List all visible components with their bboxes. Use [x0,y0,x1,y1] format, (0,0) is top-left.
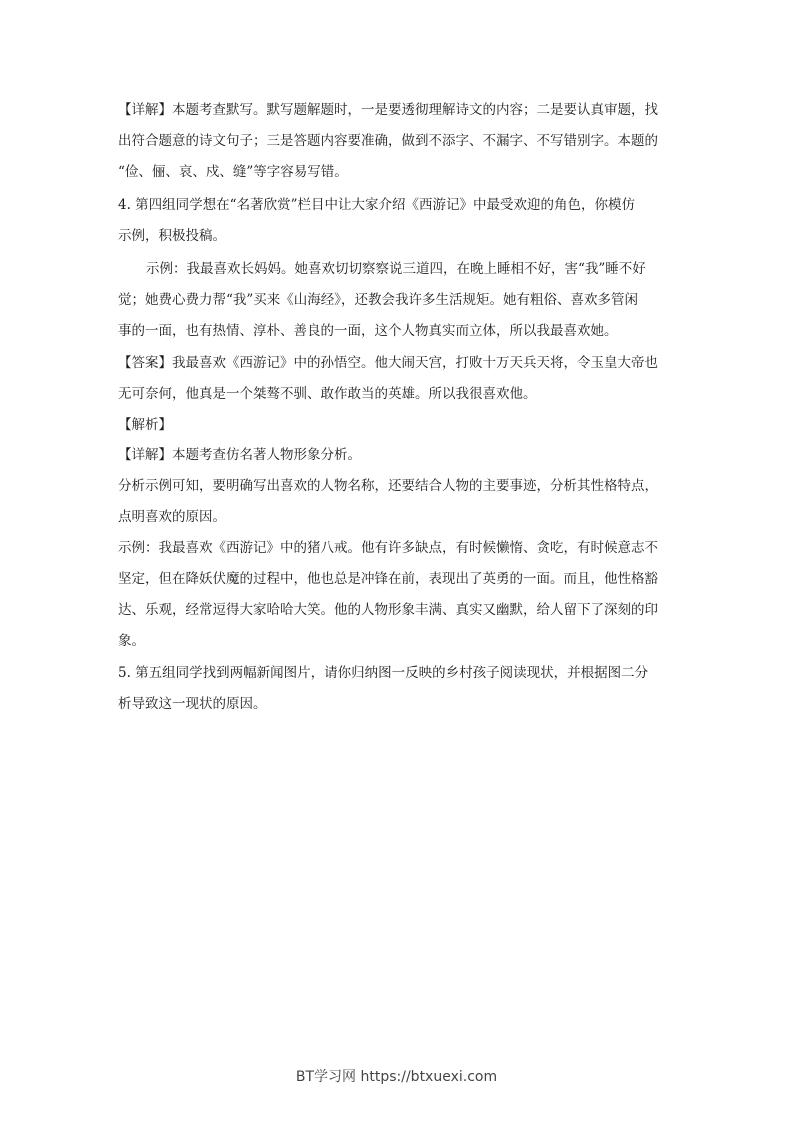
question-4-line: 示例，积极投稿。 [118,228,226,244]
answer-line: 无可奈何，他真是一个桀骜不驯、敢作敢当的英雄。所以我很喜欢他。 [118,386,537,402]
question-5-line: 析导致这一现状的原因。 [118,696,267,712]
example-line: 示例：我最喜欢长妈妈。她喜欢切切察察说三道四，在晚上睡相不好，害“我”睡不好 [146,261,646,277]
question-5-line: 5. 第五组同学找到两幅新闻图片，请你归纳图一反映的乡村孩子阅读现状，并根据图二分 [118,665,649,681]
detail-line: 分析示例可知，要明确写出喜欢的人物名称，还要结合人物的主要事迹，分析其性格特点， [118,478,658,494]
example-line: 事的一面，也有热情、淳朴、善良的一面，这个人物真实而立体，所以我最喜欢她。 [118,323,618,339]
sample-answer-line: 示例：我最喜欢《西游记》中的猪八戒。他有许多缺点，有时候懒惰、贪吃，有时候意志不 [118,540,658,556]
question-4-line: 4. 第四组同学想在“名著欣赏”栏目中让大家介绍《西游记》中最受欢迎的角色，你模仿 [118,197,635,213]
answer-line: 【答案】我最喜欢《西游记》中的孙悟空。他大闹天宫，打败十万天兵天将，令玉皇大帝也 [118,355,658,371]
sample-answer-line: 坚定，但在降妖伏魔的过程中，他也总是冲锋在前，表现出了英勇的一面。而且，他性格豁 [118,571,658,587]
text-line: 出符合题意的诗文句子；三是答题内容要准确，做到不添字、不漏字、不写错别字。本题的 [118,133,658,149]
detail-line: 点明喜欢的原因。 [118,509,226,525]
sample-answer-line: 达、乐观，经常逗得大家哈哈大笑。他的人物形象丰满、真实又幽默，给人留下了深刻的印 [118,602,658,618]
sample-answer-line: 象。 [118,633,145,649]
detail-line: 【详解】本题考查仿名著人物形象分析。 [118,447,361,463]
text-line: “俭、俪、哀、戍、缝”等字容易写错。 [118,164,348,180]
text-line: 【详解】本题考查默写。默写题解题时，一是要透彻理解诗文的内容；二是要认真审题，找 [118,102,658,118]
footer-watermark: BT学习网 https://btxuexi.com [295,1069,498,1085]
analysis-heading: 【解析】 [118,417,172,433]
example-line: 觉；她费心费力帮“我”买来《山海经》，还教会我许多生活规矩。她有粗俗、喜欢多管闲 [118,292,639,308]
